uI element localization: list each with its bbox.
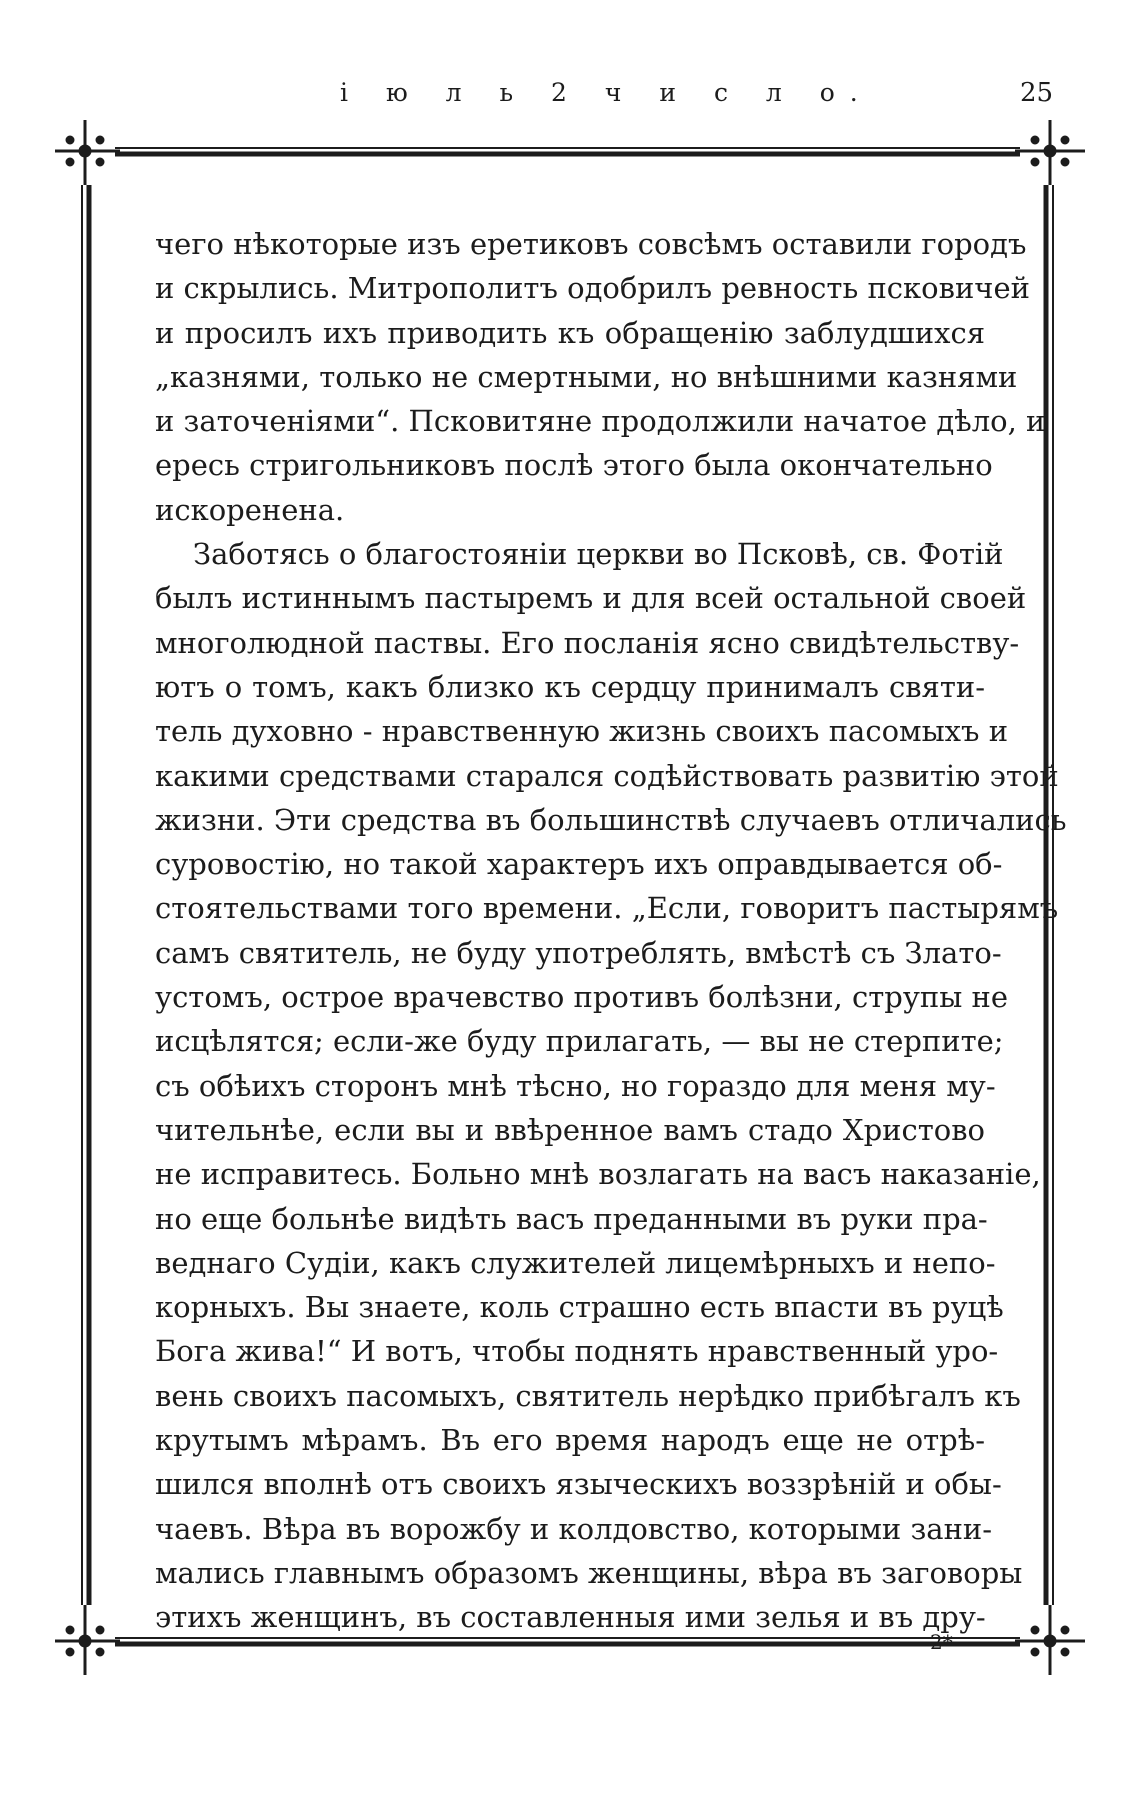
page-header bbox=[0, 78, 1140, 122]
text-line: жизни. Эти средства въ большинствѣ случаевъ отличались bbox=[155, 802, 1067, 837]
text-line: корныхъ. Вы знаете, коль страшно есть впасти въ руцѣ bbox=[155, 1290, 1004, 1325]
body-text bbox=[155, 222, 1067, 1640]
corner-ornament-bottom-right bbox=[1015, 1605, 1085, 1675]
text-line: исцѣлятся; если-же буду прилагать, — вы не стерпите; bbox=[155, 1024, 1004, 1059]
text-line: ересь стригольниковъ послѣ этого была окончательно bbox=[155, 448, 993, 483]
text-line: чего нѣкоторые изъ еретиковъ совсѣмъ оставили городъ bbox=[155, 227, 1027, 261]
text-line: ютъ о томъ, какъ близко къ сердцу принималъ святи- bbox=[155, 669, 985, 704]
text-line: шился вполнѣ отъ своихъ языческихъ воззрѣній и обы- bbox=[155, 1467, 1002, 1502]
text-line: не исправитесь. Больно мнѣ возлагать на васъ наказаніе, bbox=[155, 1157, 1041, 1192]
text-line: крутымъ мѣрамъ. Въ его время народъ еще не отрѣ- bbox=[155, 1423, 985, 1458]
text-line: но еще больнѣе видѣть васъ преданными въ руки пра- bbox=[155, 1201, 988, 1236]
corner-ornament-top-right bbox=[1015, 120, 1085, 185]
text-line: чаевъ. Вѣра въ ворожбу и колдовство, которыми зани- bbox=[155, 1511, 993, 1546]
text-line: вень своихъ пасомыхъ, святитель нерѣдко прибѣгалъ къ bbox=[155, 1378, 1021, 1413]
text-line: Бога жива!“ И вотъ, чтобы поднять нравственный уро- bbox=[155, 1334, 999, 1369]
signature-mark: 2* bbox=[930, 1630, 953, 1654]
running-title: і ю л ь 2 ч и с л о. bbox=[340, 78, 873, 107]
text-line: этихъ женщинъ, въ составленныя ими зелья и въ дру- bbox=[155, 1600, 986, 1635]
text-line: Заботясь о благостояніи церкви во Псковѣ, св. Фотій bbox=[193, 537, 1004, 572]
text-line: устомъ, острое врачевство противъ болѣзни, струпы не bbox=[155, 980, 1009, 1015]
corner-ornament-bottom-left bbox=[55, 1605, 120, 1675]
text-line: искоренена. bbox=[155, 492, 345, 527]
text-line: и скрылись. Митрополитъ одобрилъ ревность псковичей bbox=[155, 271, 1030, 306]
text-line: съ обѣихъ сторонъ мнѣ тѣсно, но гораздо для меня му- bbox=[155, 1068, 996, 1103]
text-line: многолюдной паствы. Его посланія ясно свидѣтельству- bbox=[155, 625, 1020, 660]
text-line: „казнями, только не смертными, но внѣшними казнями bbox=[155, 359, 1018, 394]
text-line: и просилъ ихъ приводить къ обращенію заблудшихся bbox=[155, 315, 985, 350]
text-line: тель духовно - нравственную жизнь своихъ пасомыхъ и bbox=[155, 714, 1009, 749]
page-number: 25 bbox=[1020, 78, 1054, 108]
text-line: былъ истиннымъ пастыремъ и для всей остальной своей bbox=[155, 581, 1027, 616]
text-line: чительнѣе, если вы и ввѣренное вамъ стадо Христово bbox=[155, 1112, 985, 1147]
text-line: стоятельствами того времени. „Если, говоритъ пастырямъ bbox=[155, 891, 1059, 926]
text-line: и заточеніями“. Псковитяне продолжили начатое дѣло, и bbox=[155, 404, 1046, 439]
text-line: мались главнымъ образомъ женщины, вѣра въ заговоры bbox=[155, 1555, 1023, 1590]
text-line: какими средствами старался содѣйствовать развитію этой bbox=[155, 758, 1059, 793]
corner-ornament-top-left bbox=[55, 120, 120, 185]
text-line: самъ святитель, не буду употреблять, вмѣстѣ съ Злато- bbox=[155, 935, 1002, 970]
text-line: суровостію, но такой характеръ ихъ оправдывается об- bbox=[155, 847, 1003, 882]
text-line: веднаго Судіи, какъ служителей лицемѣрныхъ и непо- bbox=[155, 1245, 996, 1280]
